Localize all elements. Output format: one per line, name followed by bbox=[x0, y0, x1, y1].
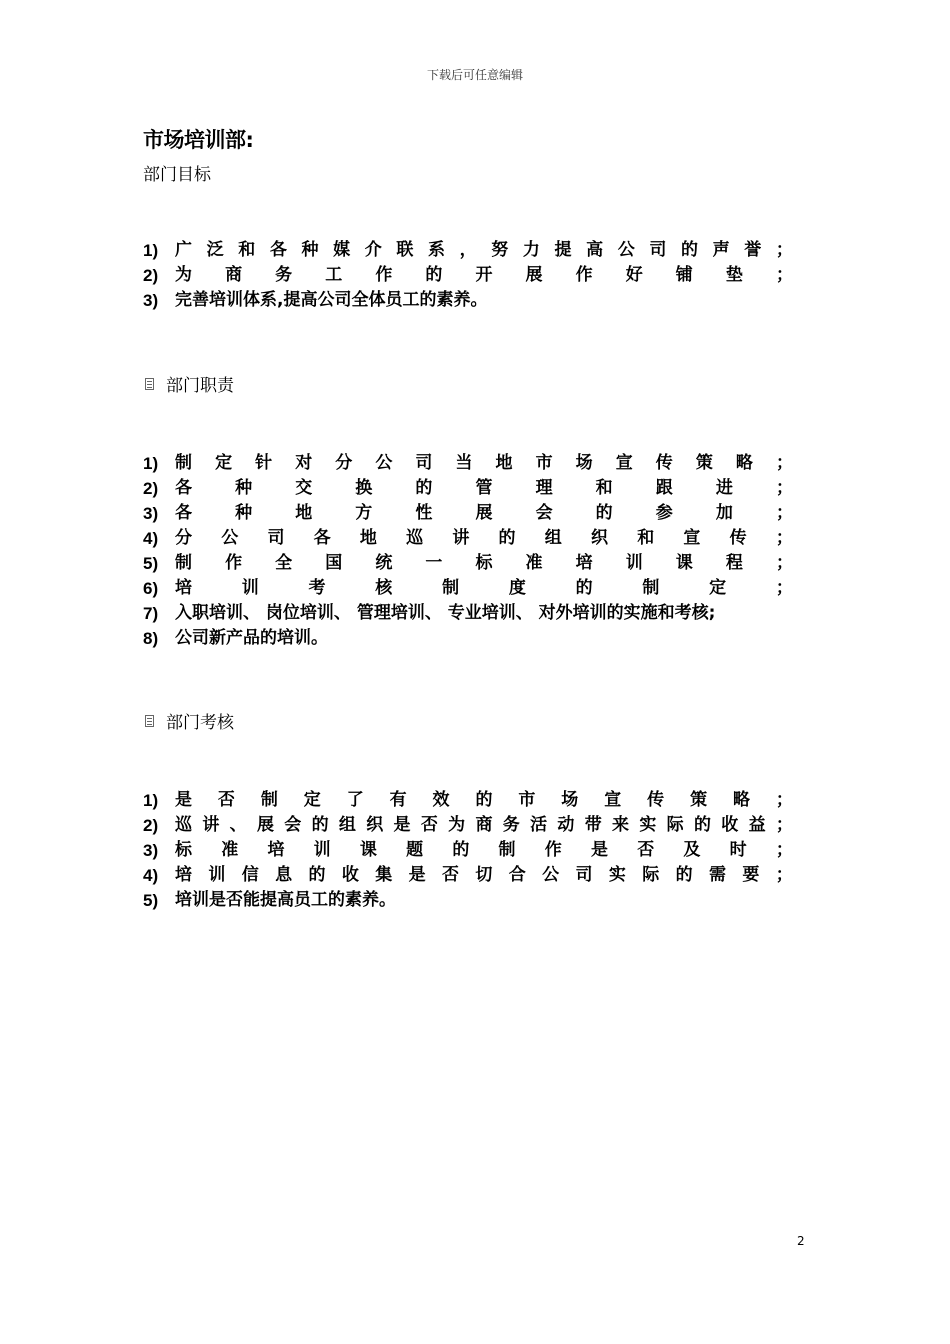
item-text: 培训是否能提高员工的素养。 bbox=[175, 890, 396, 910]
list-item bbox=[143, 576, 793, 601]
item-text: 制 作 全 国 统 一 标 准 培 训 课 程 ； bbox=[175, 553, 793, 573]
item-number: 6) bbox=[143, 579, 159, 598]
item-text: 各 种 交 换 的 管 理 和 跟 进 ； bbox=[175, 478, 793, 498]
item-number: 1) bbox=[143, 791, 159, 810]
item-number: 7) bbox=[143, 604, 159, 623]
list-item bbox=[143, 501, 793, 526]
item-number: 2) bbox=[143, 479, 159, 498]
item-number: 1) bbox=[143, 454, 159, 473]
item-text: 标 准 培 训 课 题 的 制 作 是 否 及 时 ； bbox=[175, 840, 793, 860]
item-text: 培 训 信 息 的 收 集 是 否 切 合 公 司 实 际 的 需 要 ； bbox=[175, 865, 793, 885]
item-number: 3) bbox=[143, 504, 159, 523]
item-text: 各 种 地 方 性 展 会 的 参 加 ； bbox=[175, 503, 793, 523]
list-item bbox=[143, 288, 793, 313]
list-item bbox=[143, 788, 793, 813]
item-text: 广 泛 和 各 种 媒 介 联 系 ， 努 力 提 高 公 司 的 声 誉 ； bbox=[175, 240, 793, 260]
goals-list bbox=[143, 238, 793, 313]
item-number: 5) bbox=[143, 554, 159, 573]
item-number: 5) bbox=[143, 891, 159, 910]
list-item bbox=[143, 838, 793, 863]
list-item bbox=[143, 551, 793, 576]
item-number: 1) bbox=[143, 241, 159, 260]
list-item bbox=[143, 238, 793, 263]
list-item bbox=[143, 476, 793, 501]
item-number: 4) bbox=[143, 866, 159, 885]
duties-list bbox=[143, 451, 793, 651]
assessment-heading-row bbox=[145, 708, 234, 733]
item-text: 公司新产品的培训。 bbox=[175, 628, 328, 648]
item-text: 分 公 司 各 地 巡 讲 的 组 织 和 宣 传 ； bbox=[175, 528, 793, 548]
item-text: 完善培训体系,提高公司全体员工的素养。 bbox=[175, 290, 488, 310]
page-header: 下载后可任意编辑 bbox=[426, 68, 523, 82]
item-text: 是 否 制 定 了 有 效 的 市 场 宣 传 策 略 ； bbox=[175, 790, 793, 810]
list-item bbox=[143, 888, 793, 913]
page-number: 2 bbox=[797, 1234, 805, 1248]
item-number: 8) bbox=[143, 629, 159, 648]
item-text: 入职培训、 岗位培训、 管理培训、 专业培训、 对外培训的实施和考核; bbox=[175, 603, 716, 623]
list-item bbox=[143, 813, 793, 838]
item-number: 3) bbox=[143, 841, 159, 860]
item-number: 3) bbox=[143, 291, 159, 310]
duties-heading: 部门职责 bbox=[166, 376, 234, 396]
item-text: 培 训 考 核 制 度 的 制 定 ； bbox=[175, 578, 793, 598]
list-item bbox=[143, 626, 793, 651]
item-number: 2) bbox=[143, 266, 159, 285]
item-text: 为 商 务 工 作 的 开 展 作 好 铺 垫 ； bbox=[175, 265, 793, 285]
document-icon bbox=[145, 715, 154, 727]
duties-heading-row bbox=[145, 371, 234, 396]
assessment-heading: 部门考核 bbox=[166, 713, 234, 733]
list-item bbox=[143, 863, 793, 888]
list-item bbox=[143, 451, 793, 476]
item-text: 制 定 针 对 分 公 司 当 地 市 场 宣 传 策 略 ； bbox=[175, 453, 793, 473]
list-item bbox=[143, 263, 793, 288]
list-item bbox=[143, 601, 793, 626]
item-number: 2) bbox=[143, 816, 159, 835]
assessment-list bbox=[143, 788, 793, 913]
item-text: 巡 讲 、 展 会 的 组 织 是 否 为 商 务 活 动 带 来 实 际 的 收 益 ； bbox=[175, 815, 793, 835]
item-number: 4) bbox=[143, 529, 159, 548]
document-icon bbox=[145, 378, 154, 390]
list-item bbox=[143, 526, 793, 551]
goals-heading: 部门目标 bbox=[143, 165, 211, 185]
page-title: 市场培训部: bbox=[143, 128, 254, 152]
